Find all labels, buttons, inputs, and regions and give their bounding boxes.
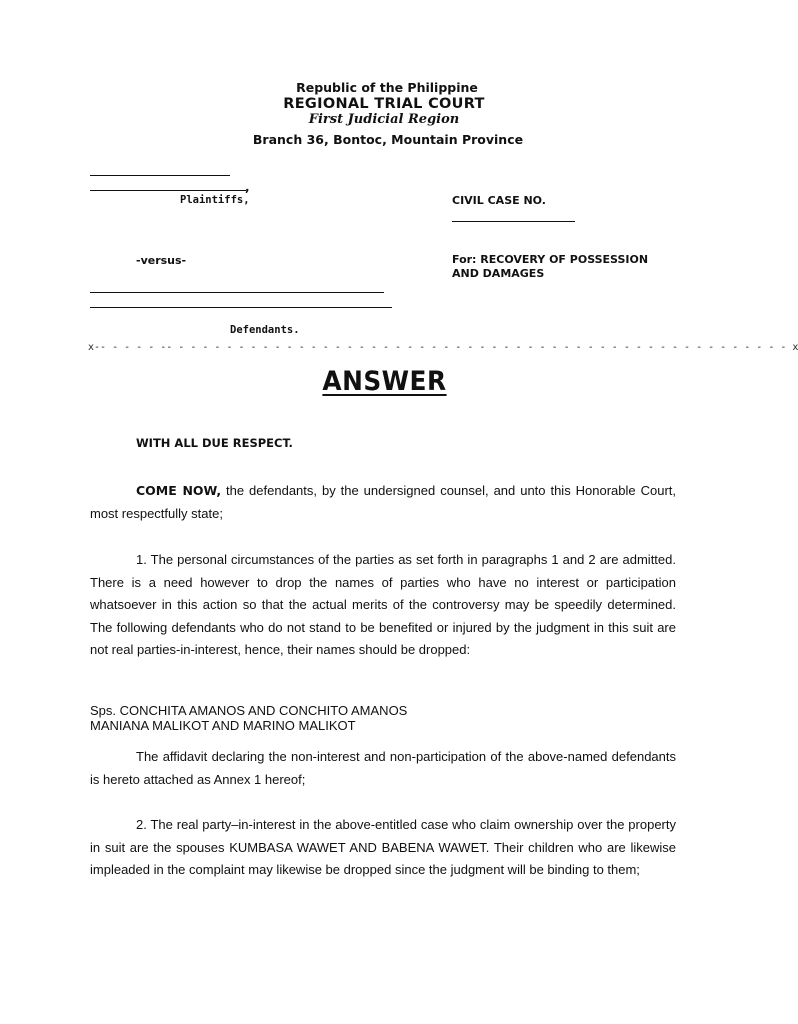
defendant-blank-line-2: [90, 307, 392, 308]
plaintiff-blank-line-2: [90, 190, 246, 191]
come-now-paragraph: [90, 480, 676, 525]
plaintiffs-comma: ,: [245, 180, 250, 194]
come-now-lead: COME NOW,: [136, 483, 222, 498]
dropped-name-item: Sps. CONCHITA AMANOS AND CONCHITO AMANOS: [90, 703, 408, 718]
dropped-name-item: MANIANA MALIKOT AND MARINO MALIKOT: [90, 718, 356, 733]
paragraph-2: 2. The real party–in-interest in the above-entitled case who claim ownership over the property in suit are the spouses KUMBASA WAWET AND BABENA WAWET. Their children who are likewise impleaded in the complaint may likewise be dropped since the judgment will be binding to them;: [90, 817, 676, 877]
plaintiffs-label: Plaintiffs,: [180, 194, 250, 206]
case-nature-line-1: For: RECOVERY OF POSSESSION: [452, 253, 649, 266]
versus-label: -versus-: [136, 254, 187, 267]
branch-heading: Branch 36, Bontoc, Mountain Province: [252, 132, 524, 147]
paragraph-1: 1. The personal circumstances of the parties as set forth in paragraphs 1 and 2 are admitted. There is a need however to drop the names of parties who have no interest or participation whatsoever in this action so that the actual merits of the controversy may be speedily determined. The following defendants who do not stand to be benefited or injured by the judgment in this suit are not real parties-in-interest, hence, their names should be dropped:: [90, 552, 676, 657]
come-now-text: the defendants, by the undersigned counsel, and unto this Honorable Court, most respectfully state;: [90, 483, 676, 521]
salutation: WITH ALL DUE RESPECT.: [136, 436, 293, 450]
region-heading: First Judicial Region: [308, 112, 460, 127]
affidavit-paragraph: The affidavit declaring the non-interest and non-participation of the above-named defendants is hereto attached as Annex 1 hereof;: [90, 749, 676, 787]
case-nature: [452, 253, 648, 281]
caption-separator: x-- - - - - -- - - - - - - - - - - - - - - - - - - - - - - - - - - - - - - - - - - - - - - - - - - - - - - - - - - - x: [88, 342, 798, 353]
plaintiff-blank-line-1: [90, 175, 230, 176]
civil-case-label: CIVIL CASE NO.: [452, 194, 546, 207]
case-nature-line-2: AND DAMAGES: [452, 267, 545, 280]
republic-heading: Republic of the Philippine: [296, 80, 478, 95]
document-title: [0, 366, 768, 397]
document-title-text: ANSWER: [321, 366, 447, 397]
court-heading: REGIONAL TRIAL COURT: [283, 96, 485, 112]
civil-case-number-blank: [452, 221, 575, 222]
dropped-names-list: [90, 703, 407, 733]
defendant-blank-line-1: [90, 292, 384, 293]
defendants-label: Defendants.: [230, 324, 300, 336]
